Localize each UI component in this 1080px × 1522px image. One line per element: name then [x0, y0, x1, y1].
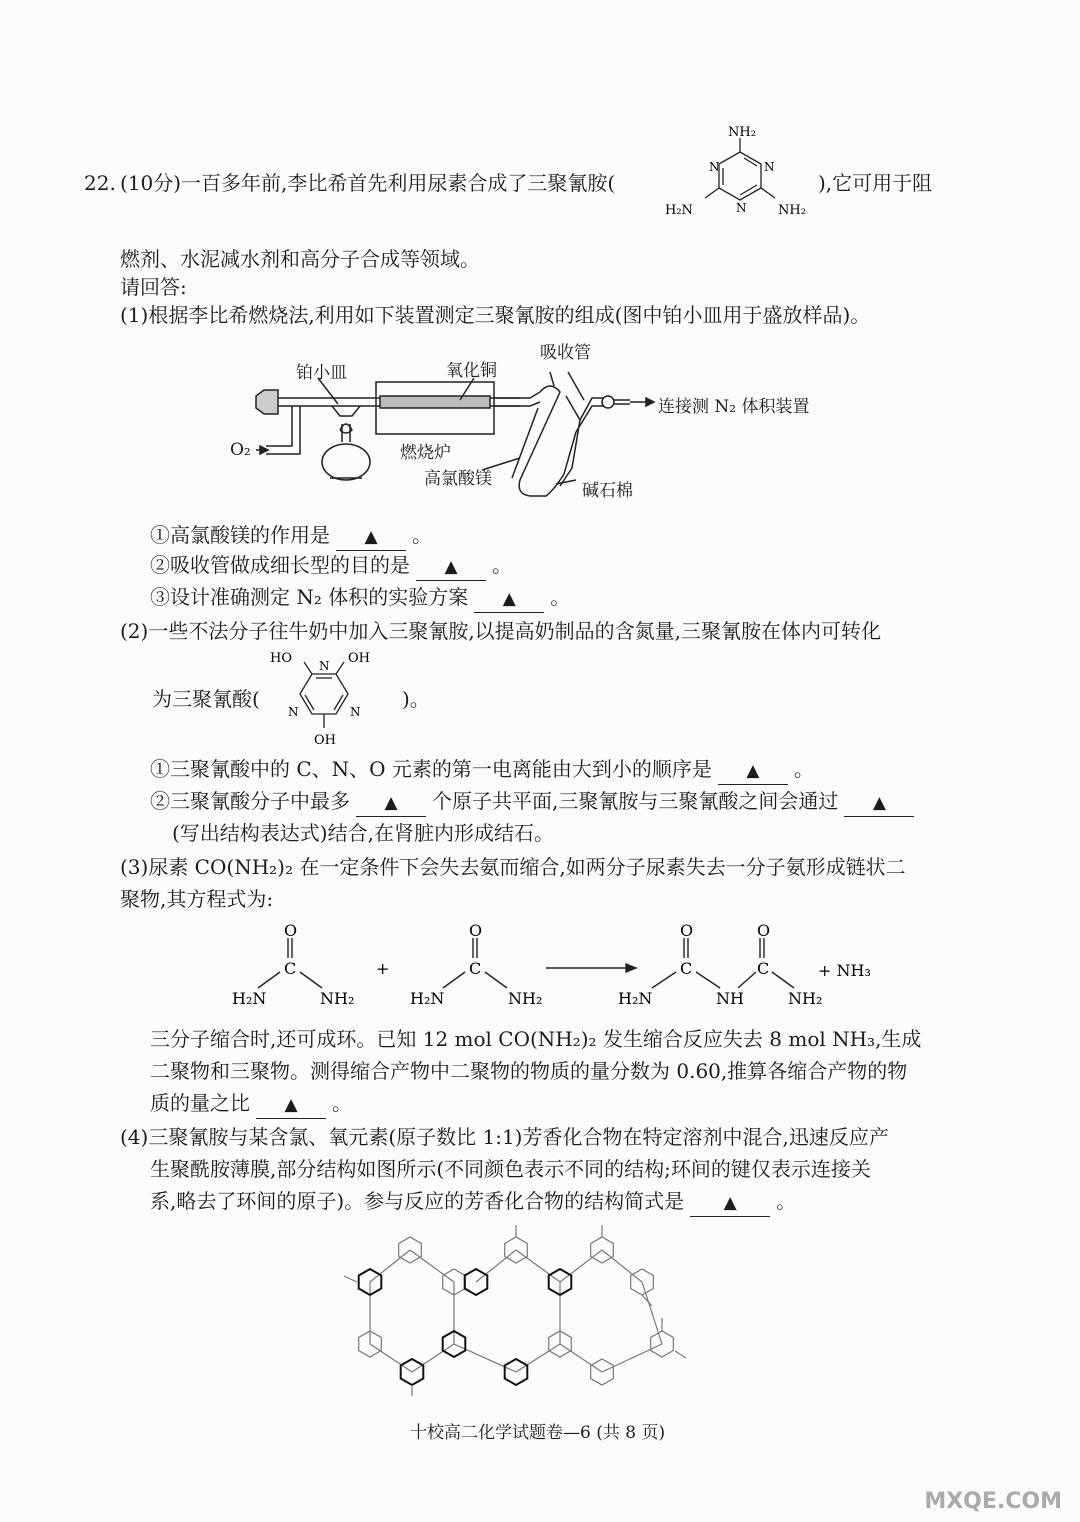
ring-bond: [344, 1276, 357, 1282]
carbon: C: [680, 959, 693, 978]
plus-nh3: + NH₃: [818, 961, 871, 980]
intro-text-b: ),它可用于阻: [818, 171, 933, 195]
oxygen: O: [757, 921, 771, 940]
answer-blank[interactable]: ▲: [690, 1188, 770, 1217]
ring-bond: [476, 1250, 516, 1282]
watermark: MXQE.COM: [924, 1489, 1062, 1514]
part2-stem: (2)一些不法分子往牛奶中加入三聚氰胺,以提高奶制品的含氮量,三聚氰胺在体内可转化: [120, 619, 882, 643]
ring-n: N: [709, 160, 720, 174]
label-absorber-tube: 吸收管: [540, 343, 591, 363]
part2-q2: ②三聚氰酸分子中最多 ▲ 个原子共平面,三聚氰胺与三聚氰酸之间会通过 ▲: [150, 788, 920, 817]
plus-sign: +: [376, 959, 390, 978]
oxygen: O: [284, 921, 298, 940]
answer-blank[interactable]: ▲: [844, 788, 914, 817]
part3-line2: 二聚物和三聚物。测得缩合产物中二聚物的物质的量分数为 0.60,推算各缩合产物的物: [150, 1059, 908, 1083]
part3-stem-a: (3)尿素 CO(NH₂)₂ 在一定条件下会失去氨而缩合,如两分子尿素失去一分子氨形成链状二: [120, 855, 906, 879]
ring-bond: [560, 1344, 602, 1372]
ring-n: N: [764, 160, 775, 174]
ring-bond: [602, 1250, 642, 1282]
ring-bond: [675, 1351, 686, 1358]
nh2: NH₂: [788, 989, 823, 1008]
answer-blank[interactable]: ▲: [718, 756, 788, 785]
melamine-structure: [660, 118, 820, 228]
ring-n: N: [350, 705, 361, 719]
ring-bond: [516, 1344, 560, 1372]
answer-blank[interactable]: ▲: [256, 1090, 326, 1119]
ring-bond: [370, 1344, 412, 1372]
ring-n: N: [736, 201, 747, 215]
part3-line1: 三分子缩合时,还可成环。已知 12 mol CO(NH₂)₂ 发生缩合反应失去 8 mol NH₃,生成: [150, 1027, 922, 1051]
ho-left: HO: [270, 651, 292, 666]
label-platinum-dish: 铂小皿: [296, 363, 347, 383]
part2-stem-b1: 为三聚氰酸(: [152, 687, 260, 711]
nh2: NH₂: [508, 989, 543, 1008]
part1-stem: (1)根据李比希燃烧法,利用如下装置测定三聚氰胺的组成(图中铂小皿用于盛放样品)。: [120, 303, 871, 327]
nh: NH: [716, 989, 744, 1008]
ring-bond: [602, 1344, 662, 1372]
answer-blank[interactable]: ▲: [416, 552, 486, 581]
oxygen: O: [469, 921, 483, 940]
ring-n: N: [319, 659, 330, 673]
h2n: H₂N: [410, 989, 445, 1008]
intro-text-c: 燃剂、水泥减水剂和高分子合成等领域。: [120, 247, 480, 271]
part1-q3: ③设计准确测定 N₂ 体积的实验方案 ▲ 。: [150, 584, 570, 613]
label-soda-lime: 碱石棉: [582, 481, 633, 501]
oxygen: O: [680, 921, 694, 940]
ring-bond: [370, 1250, 410, 1282]
answer-blank[interactable]: ▲: [336, 522, 406, 551]
oh-right: OH: [348, 651, 370, 666]
h2n: H₂N: [618, 989, 653, 1008]
part4-line1: (4)三聚氰胺与某含氯、氧元素(原子数比 1:1)芳香化合物在特定溶剂中混合,迅速反应产: [120, 1125, 889, 1149]
ring-bond: [454, 1344, 516, 1372]
carbon: C: [284, 959, 297, 978]
ring-bond: [516, 1250, 560, 1282]
answer-blank[interactable]: ▲: [356, 788, 426, 817]
carbon: C: [469, 959, 482, 978]
answer-blank[interactable]: ▲: [474, 584, 544, 613]
oh-bottom: OH: [314, 733, 336, 748]
label-connect-n2: 连接测 N₂ 体积装置: [658, 397, 810, 417]
label-o2: O₂: [230, 440, 251, 460]
part2-stem-b2: )。: [402, 687, 430, 711]
ring-n: N: [288, 705, 299, 719]
carbon: C: [757, 959, 770, 978]
label-furnace: 燃烧炉: [400, 443, 451, 463]
amine-right: NH₂: [778, 203, 806, 218]
question-number: 22.: [84, 171, 116, 195]
intro-text-a: (10分)一百多年前,李比希首先利用尿素合成了三聚氰胺(: [120, 171, 616, 195]
ring-bond: [560, 1250, 602, 1282]
h2n: H₂N: [232, 989, 267, 1008]
cyanuric-acid-structure: [264, 644, 404, 754]
ring-bond: [412, 1344, 454, 1372]
page-footer: 十校高二化学试题卷—6 (共 8 页): [410, 1423, 666, 1443]
part2-q1: ①三聚氰酸中的 C、N、O 元素的第一电离能由大到小的顺序是 ▲ 。: [150, 756, 814, 785]
label-copper-oxide: 氧化铜: [446, 361, 497, 381]
part2-q2c: (写出结构表达式)结合,在肾脏内形成结石。: [172, 821, 554, 845]
nh2: NH₂: [320, 989, 355, 1008]
part4-line3: 系,略去了环间的原子)。参与反应的芳香化合物的结构简式是 ▲ 。: [150, 1188, 796, 1217]
part4-line2: 生聚酰胺薄膜,部分结构如图所示(不同颜色表示不同的结构;环间的键仅表示连接关: [150, 1157, 871, 1181]
part1-q1: ①高氯酸镁的作用是 ▲ 。: [150, 522, 432, 551]
part3-line3: 质的量之比 ▲ 。: [150, 1090, 352, 1119]
amine-left: H₂N: [665, 203, 693, 218]
label-mg-perchlorate: 高氯酸镁: [424, 469, 492, 489]
part1-q2: ②吸收管做成细长型的目的是 ▲ 。: [150, 552, 512, 581]
ring-bond: [410, 1250, 454, 1282]
please-answer: 请回答:: [120, 275, 187, 299]
polyamide-film-structure: [330, 1220, 710, 1400]
ring-bond: [642, 1282, 662, 1344]
amine-top: NH₂: [728, 125, 756, 140]
urea-condensation-equation: [220, 918, 880, 1026]
combustion-apparatus-diagram: [220, 362, 860, 512]
part3-stem-b: 聚物,其方程式为:: [120, 887, 274, 911]
